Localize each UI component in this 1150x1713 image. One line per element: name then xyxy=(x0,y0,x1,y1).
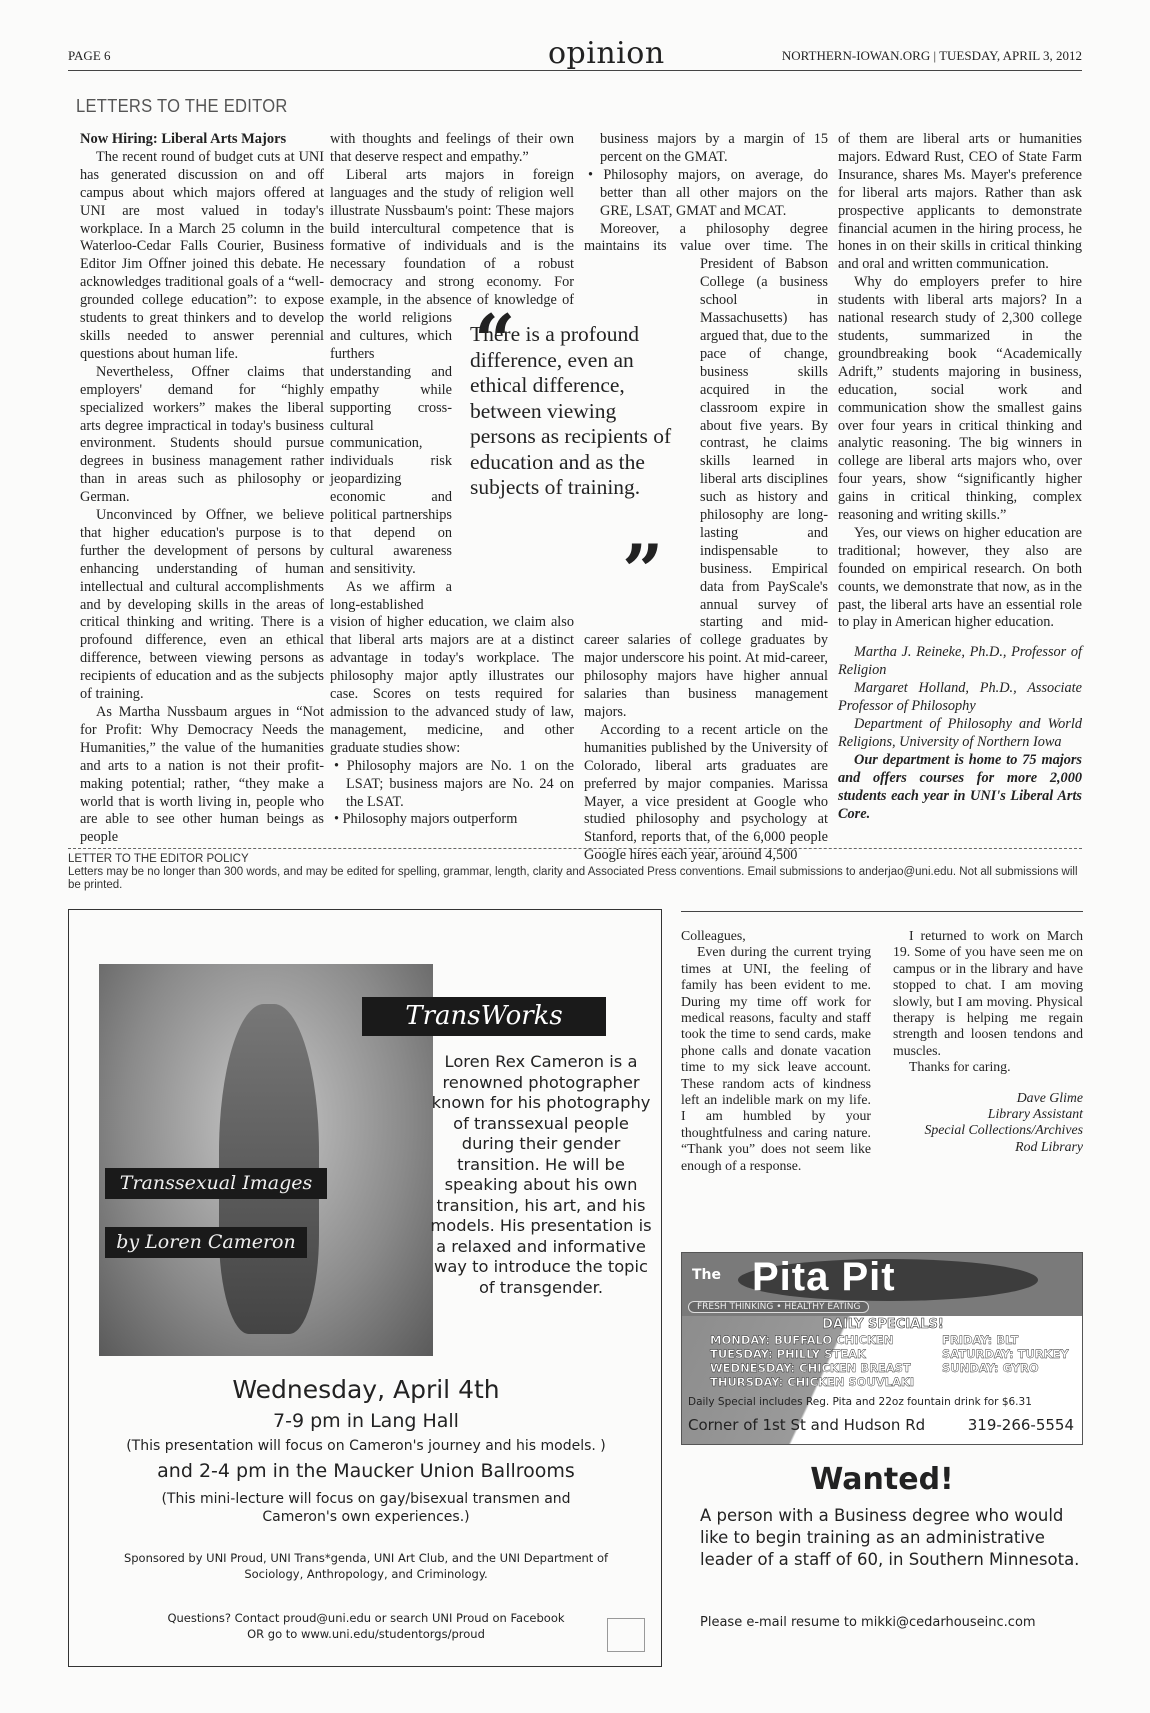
special-day: THURSDAY: CHICKEN SOUVLAKI xyxy=(710,1375,915,1389)
paragraph: Even during the current trying times at UNI, the feeling of family has been evident to me. During my time off work for medical reasons, faculty and staff took the time to send cards, make phone calls and donate vacation time to my sick leave account. These random acts of kindness left an indelible mark on my life. I am humbled by your thoughtfulness and caring nature. “Thank you” does not seem like enough of a response. xyxy=(681,944,871,1173)
letter-column-4 xyxy=(838,131,1082,843)
section-divider xyxy=(68,848,1082,849)
signature: Rod Library xyxy=(1015,1138,1083,1154)
divider xyxy=(681,911,1083,912)
paragraph: As we affirm a long-established vision of higher education, we claim also that liberal arts majors are at a distinct advantage in today's workplace. The philosophy major aptly illustrates our case. Scores on tests required for admission to the advanced study of law, management, medicine, and other graduate studies show: xyxy=(330,578,574,756)
event-time: 7-9 pm in Lang Hall xyxy=(273,1410,459,1432)
paragraph: Moreover, a philosophy degree maintains its value over time. The President of Babson College (a business school in Massachusetts) has argued that, due to the pace of change, business skills acquired in the classroom expire in about five years. By contrast, he claims skills learned in liberal arts disciplines such as history and philosophy are long-lasting and indispensable to business. Empirical data from PayScale's annual survey of starting and mid-career salaries of college graduates by major underscore his point. At mid-career, philosophy majors have higher annual salaries than business management majors. xyxy=(584,220,828,720)
paragraph: business majors by a margin of 15 percent on the GMAT. xyxy=(600,131,828,165)
ad-label: Transsexual Images xyxy=(105,1168,327,1199)
logo-the: The xyxy=(692,1267,722,1283)
special-day: SUNDAY: GYRO xyxy=(942,1361,1039,1375)
letter-headline: Now Hiring: Liberal Arts Majors xyxy=(80,131,287,147)
phone: 319-266-5554 xyxy=(967,1416,1074,1434)
signature: Margaret Holland, Ph.D., Associate Professor of Philosophy xyxy=(838,680,1082,715)
event-date: Wednesday, April 4th xyxy=(232,1375,500,1404)
event-time: and 2-4 pm in the Maucker Union Ballrooms xyxy=(157,1460,575,1482)
paragraph: Thanks for caring. xyxy=(909,1059,1011,1075)
special-fine-print: Daily Special includes Reg. Pita and 22oz fountain drink for $6.31 xyxy=(688,1396,1032,1408)
special-day: WEDNESDAY: CHICKEN BREAST xyxy=(710,1361,911,1375)
bullet-item: • Philosophy majors outperform xyxy=(330,811,574,829)
location: Corner of 1st St and Hudson Rd xyxy=(688,1416,926,1434)
department-note: Our department is home to 75 majors and offers courses for more 2,000 students each year in UNI's Liberal Arts Core. xyxy=(838,751,1082,822)
section-title: opinion xyxy=(548,36,665,71)
page-number: PAGE 6 xyxy=(68,48,111,63)
tagline: FRESH THINKING • HEALTHY EATING xyxy=(688,1301,869,1313)
paragraph: Yes, our views on higher education are traditional; however, they also are founded on empirical research. On both counts, we demonstrate that now, as in the past, the liberal arts have an essential role to play in American higher education. xyxy=(838,524,1082,631)
signature: Special Collections/Archives xyxy=(924,1122,1083,1138)
website-line: OR go to www.uni.edu/studentorgs/proud xyxy=(247,1627,485,1641)
wanted-title: Wanted! xyxy=(810,1462,954,1497)
paragraph: As Martha Nussbaum argues in “Not for Profit: Why Democracy Needs the Humanities,” the value of the humanities and arts to a nation is not their profit-making potential; rather, “they make a world that is worth living in, people who are able to see other human beings as people xyxy=(80,704,324,846)
signature: Dave Glime xyxy=(1016,1089,1083,1105)
logo-name: Pita Pit xyxy=(752,1255,896,1299)
paragraph: The recent round of budget cuts at UNI has generated discussion on and off campus about which majors offered at UNI are most valued in today's workplace. In a March 25 column in the Waterloo-Cedar Falls Courier, Business Editor Jim Offner joined this debate. He acknowledges traditional goals of a “well-grounded college education”: to expose students to great thinkers and to develop skills needed to answer perennial questions about human life. xyxy=(80,148,324,362)
special-day: SATURDAY: TURKEY xyxy=(942,1347,1069,1361)
section-kicker: LETTERS TO THE EDITOR xyxy=(76,96,288,116)
policy-text: Letters may be no longer than 300 words, and may be edited for spelling, grammar, length, clarity and Associated Press conventions. Email submissions to anderjao@uni.edu. Not all submissions will be printed. xyxy=(68,866,1078,891)
paragraph: I returned to work on March 19. Some of you have seen me on campus or in the library and have stopped to chat. I am moving slowly, but I am moving. Physical therapy is helping me regain strength and loosen tendons and muscles. xyxy=(893,928,1083,1058)
paragraph: of them are liberal arts or humanities majors. Edward Rust, CEO of State Farm Insurance, shares Ms. Mayer's preference for liberal arts majors. Rather than ask prospective applicants to demonstrate financial acumen in the hiring process, he hones in on their skills in critical thinking and oral and written communication. xyxy=(838,131,1082,273)
signature: Library Assistant xyxy=(987,1106,1083,1122)
letter-policy xyxy=(68,853,1082,892)
paragraph: with thoughts and feelings of their own that deserve respect and empathy.” xyxy=(330,131,574,165)
bullet-list xyxy=(330,758,574,830)
signature: Martha J. Reineke, Ph.D., Professor of Religion xyxy=(838,644,1082,679)
wanted-email: Please e-mail resume to mikki@cedarhouseinc.com xyxy=(700,1615,1036,1630)
wanted-body: A person with a Business degree who would like to begin training as an administrative leader of a staff of 60, in Southern Minnesota. xyxy=(700,1506,1080,1569)
paragraph: Unconvinced by Offner, we believe that higher education's purpose is to further the development of persons by enhancing understanding of human intellectual and cultural accomplishments and by developing skills in the areas of critical thinking and writing. There is a profound difference, even an ethical difference, between viewing persons as recipients of education and as the subjects of training. xyxy=(80,507,324,703)
event-note: (This presentation will focus on Cameron's journey and his models. ) xyxy=(126,1438,606,1454)
signature: Department of Philosophy and World Religions, University of Northern Iowa xyxy=(838,716,1082,750)
ad-label: by Loren Cameron xyxy=(105,1227,307,1258)
special-day: MONDAY: BUFFALO CHICKEN xyxy=(710,1333,894,1347)
paragraph: Nevertheless, Offner claims that employers' demand for “highly specialized workers” makes the liberal arts degree impractical in today's business environment. Students should pursue degrees in business management rather than in areas such as philosophy or German. xyxy=(80,363,324,506)
paragraph: Liberal arts majors in foreign languages and the study of religion well illustrate Nussbaum's point: These majors build intercultural competence that is formative of individuals and is the necessary foundation of a robust democracy and strong economy. For example, in the absence of knowledge of the world religions and cultures, which furthers understanding and empathy while supporting cross-cultural communication, individuals risk jeopardizing economic and political partnerships that depend on cultural awareness and sensitivity. xyxy=(330,166,574,577)
event-note: (This mini-lecture will focus on gay/bisexual transmen and Cameron's own experiences.) xyxy=(161,1491,571,1525)
questions-line: Questions? Contact proud@uni.edu or search UNI Proud on Facebook xyxy=(167,1611,565,1625)
bullet-list xyxy=(584,167,828,221)
specials-title: DAILY SPECIALS! xyxy=(822,1317,944,1332)
pita-pit-ad xyxy=(681,1252,1083,1445)
special-day: TUESDAY: PHILLY STEAK xyxy=(710,1347,866,1361)
close-quote-mark: ” xyxy=(622,528,664,613)
bullet-item: • Philosophy majors are No. 1 on the LSAT; business majors are No. 24 on the LSAT. xyxy=(330,758,574,812)
header-rule xyxy=(68,70,1082,71)
letter-column-1 xyxy=(80,131,324,846)
ad-description: Loren Rex Cameron is a renowned photographer known for his photography of transsexual people during their gender transition. He will be speaking about his own transition, his art, and his models. His presentation is a relaxed and informative way to introduce the topic of transgender. xyxy=(430,1052,652,1297)
letter-glime xyxy=(681,928,1083,1208)
policy-title: LETTER TO THE EDITOR POLICY xyxy=(68,853,249,865)
special-day: FRIDAY: BLT xyxy=(942,1333,1019,1347)
open-quote-mark: “ xyxy=(474,298,516,383)
pull-quote: There is a profound difference, even an ethical difference, between viewing persons as recipients of education and as the subjects of training. xyxy=(470,322,672,499)
logo-icon xyxy=(607,1618,645,1652)
masthead-date: NORTHERN-IOWAN.ORG | TUESDAY, APRIL 3, 2012 xyxy=(781,48,1082,63)
salutation: Colleagues, xyxy=(681,928,746,943)
paragraph: Why do employers prefer to hire students with liberal arts majors? In a national research study of 2,300 college students, summarized in the groundbreaking book “Academically Adrift,” students majoring in business, education, social work and communication show the smallest gains over four years in critical thinking and analytic reasoning. The big winners in college are liberal arts majors who, over four years, show “significantly higher gains in critical thinking, complex reasoning and writing skills.” xyxy=(838,274,1082,524)
transworks-ad xyxy=(68,909,662,1667)
sponsors: Sponsored by UNI Proud, UNI Trans*genda, UNI Art Club, and the UNI Department of Sociology, Anthropology, and Criminology. xyxy=(123,1551,609,1581)
bullet-item: • Philosophy majors, on average, do better than all other majors on the GRE, LSAT, GMAT and MCAT. xyxy=(584,167,828,221)
ad-title: TransWorks xyxy=(362,997,606,1036)
paragraph: According to a recent article on the humanities published by the University of Colorado, liberal arts graduates are preferred by major companies. Marissa Mayer, a vice president at Google who studied philosophy and psychology at Stanford, reports that, of the 6,000 people Google hires each year, around 4,500 xyxy=(584,721,828,864)
contact-info xyxy=(109,1610,623,1642)
